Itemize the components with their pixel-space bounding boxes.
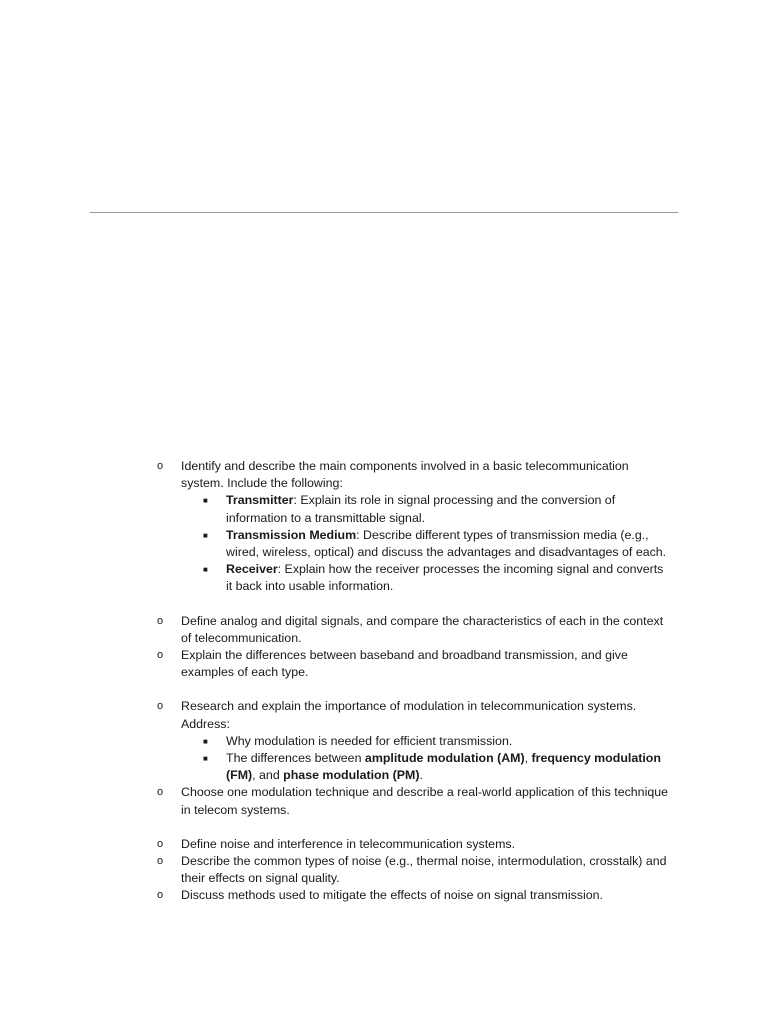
hollow-circle-bullet-icon: o: [157, 837, 164, 850]
section-signals: [0, 613, 768, 682]
sub-item-text: Why modulation is needed for efficient transmission.: [226, 733, 513, 748]
list-item: [0, 836, 671, 853]
hollow-circle-bullet-icon: o: [157, 855, 164, 868]
list-item: [0, 698, 671, 732]
sub-list-item: [0, 733, 672, 750]
document-body: [0, 458, 768, 905]
horizontal-divider: [90, 212, 678, 213]
sub-item-term: frequency modulation (FM): [226, 751, 661, 783]
section-noise: [0, 836, 768, 905]
square-bullet-icon: ■: [203, 565, 208, 575]
sub-item-text: .: [419, 768, 423, 783]
sub-list-item: [0, 527, 672, 561]
sub-item-term: Receiver: [226, 562, 278, 577]
sub-item-text: ,: [524, 751, 532, 766]
list-item: [0, 647, 671, 681]
sub-item-text: : Explain how the receiver processes the incoming signal and converts it back into usable information.: [226, 562, 664, 594]
sub-list-item: [0, 561, 672, 595]
square-bullet-icon: ■: [203, 530, 208, 540]
hollow-circle-bullet-icon: o: [157, 649, 164, 662]
list-item-text: Explain the differences between baseband and broadband transmission, and give examples of each type.: [181, 648, 628, 680]
list-item: [0, 613, 671, 647]
list-item: [0, 853, 671, 887]
sub-item-term: amplitude modulation (AM): [364, 751, 525, 766]
square-bullet-icon: ■: [203, 496, 208, 506]
hollow-circle-bullet-icon: o: [157, 786, 164, 799]
square-bullet-icon: ■: [203, 754, 208, 764]
section-components: [0, 458, 768, 596]
hollow-circle-bullet-icon: o: [157, 614, 164, 627]
list-item: [0, 887, 671, 904]
list-item-text: Define analog and digital signals, and compare the characteristics of each in the context of telecommunication.: [181, 613, 664, 645]
hollow-circle-bullet-icon: o: [157, 460, 164, 472]
sub-item-text: The differences between: [226, 751, 365, 766]
list-item-text: Research and explain the importance of modulation in telecommunication systems. Address:: [181, 699, 637, 731]
hollow-circle-bullet-icon: o: [157, 889, 164, 902]
sub-item-text: : Describe different types of transmission media (e.g., wired, wireless, optical) and discuss the advantages and disadvantages of each.: [226, 527, 667, 560]
sub-list-item: [0, 750, 672, 784]
spacer: [0, 819, 768, 836]
spacer: [0, 596, 768, 613]
spacer: [0, 681, 768, 698]
list-item: [0, 458, 671, 492]
list-item-text: Choose one modulation technique and describe a real-world application of this technique in telecom systems.: [181, 785, 668, 817]
hollow-circle-bullet-icon: o: [157, 700, 164, 713]
sub-item-text: : Explain its role in signal processing and the conversion of information to a transmittable signal.: [226, 493, 616, 525]
sub-list-item: [0, 492, 672, 526]
list-item: [0, 784, 671, 818]
section-modulation: [0, 698, 768, 818]
sub-item-term: Transmitter: [226, 493, 294, 508]
square-bullet-icon: ■: [203, 736, 208, 746]
list-item-text: Identify and describe the main components involved in a basic telecommunication system. Include the following:: [181, 459, 629, 491]
sub-item-term: phase modulation (PM): [283, 768, 420, 783]
sub-item-text: , and: [252, 768, 284, 783]
list-item-text: Define noise and interference in telecommunication systems.: [181, 836, 516, 851]
list-item-text: Describe the common types of noise (e.g., thermal noise, intermodulation, crosstalk) and their effects on signal quality.: [181, 854, 667, 886]
list-item-text: Discuss methods used to mitigate the effects of noise on signal transmission.: [181, 888, 603, 903]
sub-item-term: Transmission Medium: [226, 527, 357, 542]
